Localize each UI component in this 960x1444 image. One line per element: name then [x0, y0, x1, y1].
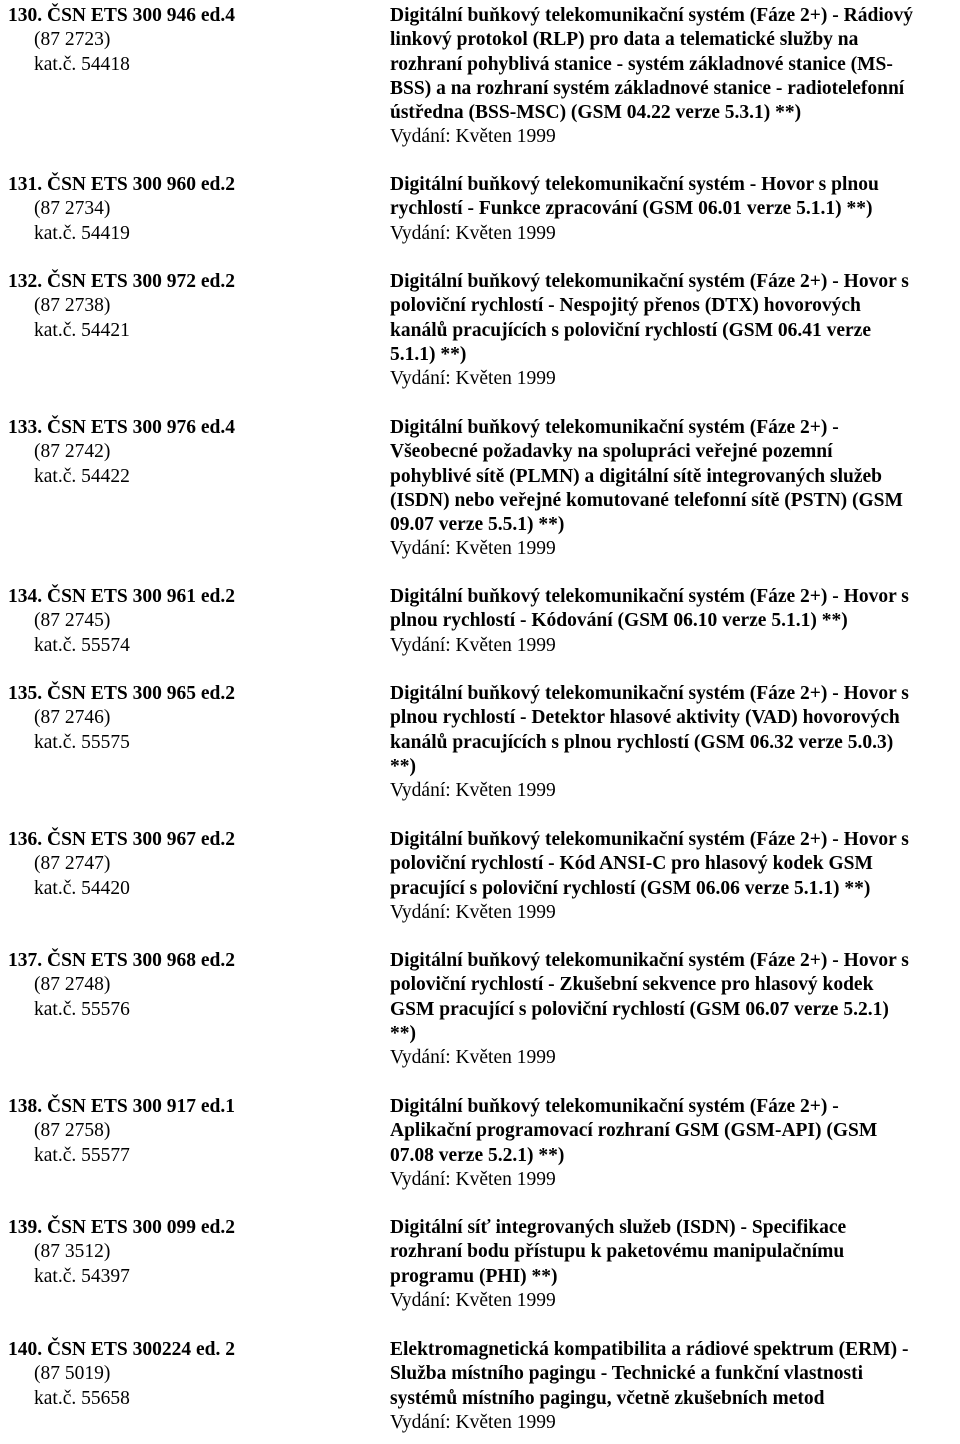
standard-description [390, 4, 958, 150]
description-line: systémů místního pagingu, včetně zkušebních metod [390, 1387, 825, 1409]
issue-date: Vydání: Květen 1999 [390, 1168, 556, 1190]
catalog-number: kat.č. 54422 [34, 465, 130, 487]
catalog-number: kat.č. 54421 [34, 319, 130, 341]
issue-date: Vydání: Květen 1999 [390, 1047, 556, 1069]
standard-description [390, 1095, 958, 1192]
standard-designation [8, 949, 378, 973]
standard-designation [8, 270, 378, 294]
standard-description [390, 416, 958, 562]
classification-code: (87 2746) [34, 707, 111, 729]
standard-description [390, 1338, 958, 1435]
standard-code: ČSN ETS 300 965 ed.2 [47, 683, 235, 704]
description-line: **) [390, 1022, 416, 1044]
entry-number: 134. [8, 586, 43, 607]
catalog-number: kat.č. 54418 [34, 53, 130, 75]
classification-code: (87 5019) [34, 1363, 111, 1385]
standard-identifiers [8, 682, 378, 755]
description-line: (ISDN) nebo veřejné komutované telefonní sítě (PSTN) (GSM [390, 489, 903, 511]
standard-designation [8, 585, 378, 609]
description-line: 07.08 verze 5.2.1) **) [390, 1144, 565, 1166]
classification-code: (87 3512) [34, 1241, 111, 1263]
standard-description [390, 828, 958, 925]
standard-identifiers [8, 1338, 378, 1411]
issue-date: Vydání: Květen 1999 [390, 222, 556, 244]
standard-designation [8, 173, 378, 197]
description-line: Digitální buňkový telekomunikační systém (Fáze 2+) - Hovor s [390, 683, 909, 704]
standard-code: ČSN ETS 300 917 ed.1 [47, 1096, 235, 1117]
entry-number: 138. [8, 1096, 43, 1117]
description-line: Všeobecné požadavky na spolupráci veřejné pozemní [390, 441, 833, 463]
classification-code: (87 2734) [34, 198, 111, 220]
description-line: Elektromagnetická kompatibilita a rádiové spektrum (ERM) - [390, 1339, 909, 1360]
description-line: programu (PHI) **) [390, 1265, 558, 1287]
standard-code: ČSN ETS 300 967 ed.2 [47, 829, 235, 850]
description-line: rozhraní bodu přístupu k paketovému manipulačnímu [390, 1241, 845, 1263]
description-line: Digitální buňkový telekomunikační systém (Fáze 2+) - [390, 1096, 839, 1117]
standard-designation [8, 828, 378, 852]
standard-identifiers [8, 949, 378, 1022]
standard-designation [8, 1095, 378, 1119]
standard-code: ČSN ETS 300 972 ed.2 [47, 271, 235, 292]
issue-date: Vydání: Květen 1999 [390, 368, 556, 390]
standard-description [390, 682, 958, 803]
entry-number: 135. [8, 683, 43, 704]
entry-number: 131. [8, 174, 43, 195]
description-line: rozhraní pohyblivá stanice - systém základnové stanice (MS- [390, 53, 893, 75]
standard-description [390, 270, 958, 391]
issue-date: Vydání: Květen 1999 [390, 634, 556, 656]
standard-description [390, 585, 958, 658]
classification-code: (87 2745) [34, 610, 111, 632]
standard-designation [8, 1216, 378, 1240]
description-line: linkový protokol (RLP) pro data a telematické služby na [390, 29, 859, 51]
classification-code: (87 2738) [34, 295, 111, 317]
classification-code: (87 2758) [34, 1120, 111, 1142]
catalog-number: kat.č. 55577 [34, 1144, 130, 1166]
standard-code: ČSN ETS 300 968 ed.2 [47, 950, 235, 971]
description-line: poloviční rychlostí - Nespojitý přenos (DTX) hovorových [390, 295, 861, 317]
description-line: plnou rychlostí - Detektor hlasové aktivity (VAD) hovorových [390, 707, 900, 729]
standard-designation [8, 416, 378, 440]
description-line: Služba místního pagingu - Technické a funkční vlastnosti [390, 1363, 864, 1385]
entry-number: 132. [8, 271, 43, 292]
standard-designation [8, 1338, 378, 1362]
description-line: pracující s poloviční rychlostí (GSM 06.06 verze 5.1.1) **) [390, 877, 871, 899]
description-line: kanálů pracujících s poloviční rychlostí (GSM 06.41 verze [390, 319, 871, 341]
standard-designation [8, 682, 378, 706]
standard-designation [8, 4, 378, 28]
classification-code: (87 2747) [34, 853, 111, 875]
standard-identifiers [8, 416, 378, 489]
description-line: pohyblivé sítě (PLMN) a digitální sítě integrovaných služeb [390, 465, 883, 487]
description-line: kanálů pracujících s plnou rychlostí (GSM 06.32 verze 5.0.3) [390, 731, 894, 753]
issue-date: Vydání: Květen 1999 [390, 126, 556, 148]
issue-date: Vydání: Květen 1999 [390, 538, 556, 560]
description-line: rychlostí - Funkce zpracování (GSM 06.01 verze 5.1.1) **) [390, 198, 873, 220]
description-line: ústředna (BSS-MSC) (GSM 04.22 verze 5.3.1) **) [390, 102, 802, 124]
standard-description [390, 949, 958, 1070]
description-line: Digitální síť integrovaných služeb (ISDN) - Specifikace [390, 1217, 847, 1238]
entry-number: 137. [8, 950, 43, 971]
standard-description [390, 1216, 958, 1313]
standard-identifiers [8, 1216, 378, 1289]
description-line: Digitální buňkový telekomunikační systém - Hovor s plnou [390, 174, 879, 195]
description-line: Digitální buňkový telekomunikační systém (Fáze 2+) - Hovor s [390, 586, 909, 607]
description-line: Digitální buňkový telekomunikační systém (Fáze 2+) - Hovor s [390, 271, 909, 292]
standard-identifiers [8, 173, 378, 246]
entry-number: 133. [8, 417, 43, 438]
entry-number: 140. [8, 1339, 43, 1360]
entry-number: 139. [8, 1217, 43, 1238]
description-line: Digitální buňkový telekomunikační systém (Fáze 2+) - [390, 417, 839, 438]
issue-date: Vydání: Květen 1999 [390, 780, 556, 802]
description-line: poloviční rychlostí - Kód ANSI-C pro hlasový kodek GSM [390, 853, 873, 875]
catalog-number: kat.č. 55576 [34, 998, 130, 1020]
standard-description [390, 173, 958, 246]
standard-code: ČSN ETS 300 946 ed.4 [47, 5, 235, 26]
standard-code: ČSN ETS 300224 ed. 2 [47, 1339, 235, 1360]
standard-code: ČSN ETS 300 960 ed.2 [47, 174, 235, 195]
description-line: poloviční rychlostí - Zkušební sekvence pro hlasový kodek [390, 974, 874, 996]
catalog-number: kat.č. 54397 [34, 1265, 130, 1287]
description-line: BSS) a na rozhraní systém základnové stanice - radiotelefonní [390, 77, 905, 99]
catalog-number: kat.č. 55574 [34, 634, 130, 656]
description-line: **) [390, 755, 416, 777]
description-line: 09.07 verze 5.5.1) **) [390, 514, 565, 536]
classification-code: (87 2723) [34, 29, 111, 51]
description-line: Digitální buňkový telekomunikační systém (Fáze 2+) - Rádiový [390, 5, 914, 26]
issue-date: Vydání: Květen 1999 [390, 1289, 556, 1311]
classification-code: (87 2742) [34, 441, 111, 463]
entry-number: 130. [8, 5, 43, 26]
standard-code: ČSN ETS 300 976 ed.4 [47, 417, 235, 438]
description-line: GSM pracující s poloviční rychlostí (GSM 06.07 verze 5.2.1) [390, 998, 889, 1020]
standard-code: ČSN ETS 300 099 ed.2 [47, 1217, 235, 1238]
standard-identifiers [8, 4, 378, 77]
standard-code: ČSN ETS 300 961 ed.2 [47, 586, 235, 607]
description-line: plnou rychlostí - Kódování (GSM 06.10 verze 5.1.1) **) [390, 610, 848, 632]
description-line: 5.1.1) **) [390, 343, 467, 365]
description-line: Digitální buňkový telekomunikační systém (Fáze 2+) - Hovor s [390, 829, 909, 850]
description-line: Aplikační programovací rozhraní GSM (GSM-API) (GSM [390, 1120, 878, 1142]
standard-identifiers [8, 828, 378, 901]
catalog-number: kat.č. 55575 [34, 731, 130, 753]
catalog-number: kat.č. 55658 [34, 1387, 130, 1409]
classification-code: (87 2748) [34, 974, 111, 996]
standard-identifiers [8, 585, 378, 658]
catalog-number: kat.č. 54420 [34, 877, 130, 899]
description-line: Digitální buňkový telekomunikační systém (Fáze 2+) - Hovor s [390, 950, 909, 971]
entry-number: 136. [8, 829, 43, 850]
standard-identifiers [8, 1095, 378, 1168]
catalog-number: kat.č. 54419 [34, 222, 130, 244]
issue-date: Vydání: Květen 1999 [390, 1411, 556, 1433]
issue-date: Vydání: Květen 1999 [390, 901, 556, 923]
standard-identifiers [8, 270, 378, 343]
